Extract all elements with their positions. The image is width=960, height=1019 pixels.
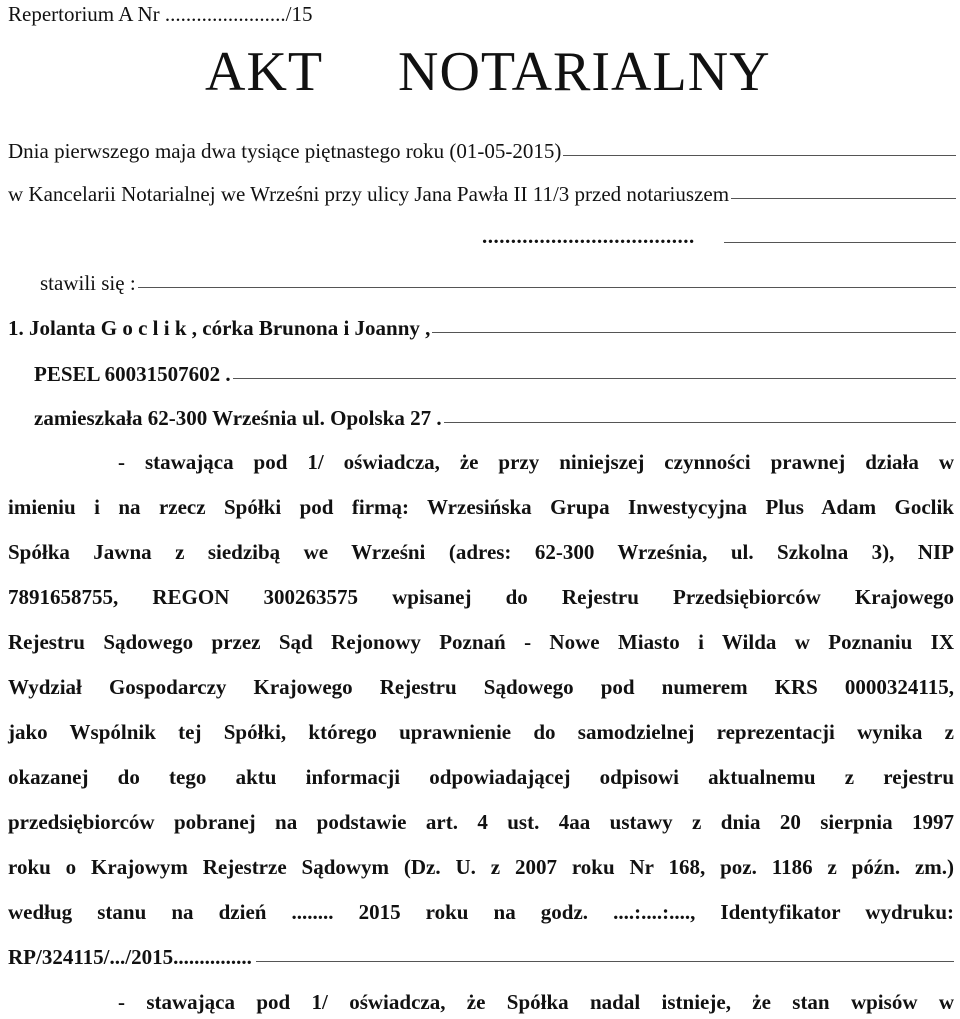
appeared-text: stawili się :: [40, 271, 136, 295]
fill-rule: [563, 155, 956, 156]
paragraph-line: 7891658755, REGON 300263575 wpisanej do Rejestru Przedsiębiorców Krajowego: [8, 585, 954, 609]
party-name-line: [8, 316, 956, 341]
repertorium-number: Repertorium A Nr ......................./15: [8, 2, 313, 26]
paragraph-line-text: RP/324115/.../2015...............: [8, 945, 252, 969]
paragraph-line: - stawająca pod 1/ oświadcza, że przy niniejszej czynności prawnej działa w: [118, 450, 954, 474]
paragraph-line: według stanu na dzień ........ 2015 roku na godz. ....:....:...., Identyfikator wydruku:: [8, 900, 954, 924]
fill-rule: [233, 378, 956, 379]
fill-rule: [444, 422, 956, 423]
appeared-line: [40, 271, 956, 296]
fill-rule: [731, 198, 956, 199]
fill-rule: [256, 961, 954, 962]
paragraph-line: okazanej do tego aktu informacji odpowiadającej odpisowi aktualnemu z rejestru: [8, 765, 954, 789]
paragraph-line: jako Wspólnik tej Spółki, którego uprawnienie do samodzielnej reprezentacji wynika z: [8, 720, 954, 744]
fill-rule: [432, 332, 956, 333]
party-pesel-text: PESEL 60031507602 .: [34, 362, 231, 386]
party-address-line: [34, 406, 956, 431]
notary-name-placeholder: .....................................: [482, 224, 695, 248]
party-pesel-line: [34, 362, 956, 387]
office-text: w Kancelarii Notarialnej we Wrześni przy ulicy Jana Pawła II 11/3 przed notariuszem: [8, 182, 730, 206]
party-name-text: 1. Jolanta G o c l i k , córka Brunona i Joanny ,: [8, 316, 431, 340]
date-line: [8, 139, 956, 164]
paragraph-line: przedsiębiorców pobranej na podstawie art. 4 ust. 4aa ustawy z dnia 20 sierpnia 1997: [8, 810, 954, 834]
document-title-akt: AKT: [205, 41, 324, 103]
paragraph-line: Wydział Gospodarczy Krajowego Rejestru Sądowego pod numerem KRS 0000324115,: [8, 675, 954, 699]
office-line: [8, 182, 956, 207]
document-title-notarialny: NOTARIALNY: [398, 41, 771, 103]
paragraph-line: imieniu i na rzecz Spółki pod firmą: Wrzesińska Grupa Inwestycyjna Plus Adam Goclik: [8, 495, 954, 519]
fill-rule: [138, 287, 956, 288]
paragraph-line-last: [8, 945, 954, 970]
paragraph-line: Spółka Jawna z siedzibą we Wrześni (adres: 62-300 Września, ul. Szkolna 3), NIP: [8, 540, 954, 564]
date-text: Dnia pierwszego maja dwa tysiące piętnastego roku (01-05-2015): [8, 139, 562, 163]
paragraph-line: roku o Krajowym Rejestrze Sądowym (Dz. U. z 2007 roku Nr 168, poz. 1186 z późn. zm.): [8, 855, 954, 879]
paragraph-line: Rejestru Sądowego przez Sąd Rejonowy Poznań - Nowe Miasto i Wilda w Poznaniu IX: [8, 630, 954, 654]
paragraph-line: - stawająca pod 1/ oświadcza, że Spółka nadal istnieje, że stan wpisów w: [118, 990, 954, 1014]
party-address-text: zamieszkała 62-300 Września ul. Opolska 27 .: [34, 406, 442, 430]
fill-rule: [724, 242, 956, 243]
